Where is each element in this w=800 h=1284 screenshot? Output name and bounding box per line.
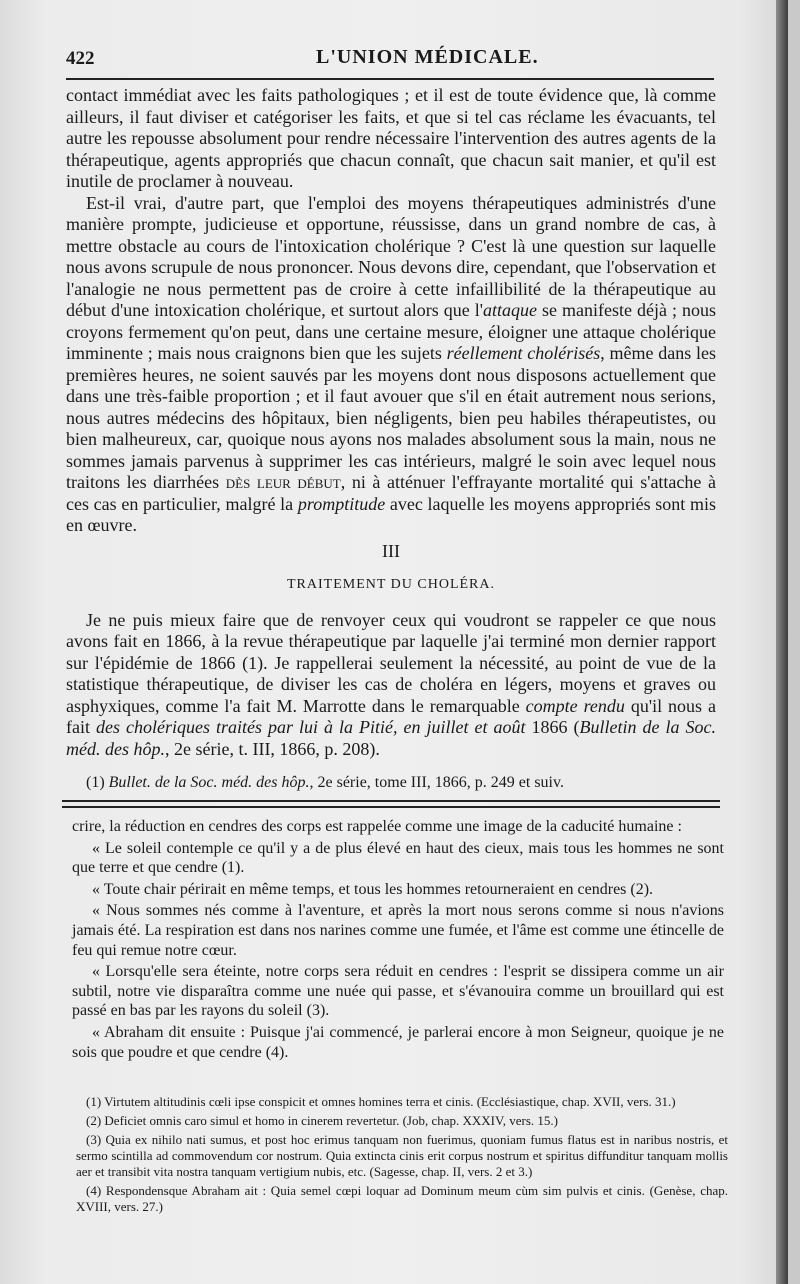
italic-text: réellement cholérisés — [446, 343, 601, 363]
paragraph: contact immédiat avec les faits pathologiques ; et il est de toute évidence que, là comme ailleurs, il faut diviser et catégoriser les faits, et que si tel cas réclame les évacuants, tel autre les repousse absolument pour rendre nécessaire l'intervention des autres agents de la thérapeutique, agents appropriés que chacun connaît, que chacun sait manier, et qu'il est inutile de proclamer à nouveau. — [66, 85, 716, 191]
page-header — [66, 44, 716, 76]
quote-paragraph: « Toute chair périrait en même temps, et tous les hommes retourneraient en cendres (2). — [92, 880, 654, 898]
quote-paragraph: « Le soleil contemple ce qu'il y a de plus élevé en haut des cieux, mais tous les hommes ne sont que terre et que cendre (1). — [72, 839, 724, 877]
small-caps-text: dès leur début — [225, 472, 341, 492]
italic-text: attaque — [482, 300, 537, 320]
feuilleton-body — [72, 817, 724, 1064]
paragraph: Je ne puis mieux faire que de renvoyer ceux qui voudront se rappeler ce que nous avons fait en 1866, à la revue thérapeutique par laquelle j'ai terminé mon dernier rapport sur l'épidémie de 1866 (1). Je rappellerai seulement la nécessité, au point de vue de la statistique thérapeutique, de diviser les cas de choléra en légers, moyens et graves ou asphyxiques, comme l'a fait M. Marrotte dans le remarquable compte rendu qu'il nous a fait des cholériques traités par lui à la Pitié, en juillet et août 1866 (Bulletin de la Soc. méd. des hôp., 2e série, t. III, 1866, p. 208). — [66, 609, 716, 759]
footnote: (4) Respondensque Abraham ait : Quia semel cœpi loquar ad Dominum meum cùm sim pulvis et cinis. (Genèse, chap. XVIII, vers. 27.) — [76, 1183, 728, 1214]
section-divider — [62, 800, 720, 808]
italic-text: promptitude — [297, 493, 386, 514]
running-title: L'UNION MÉDICALE. — [316, 46, 539, 68]
footnote: (2) Deficiet omnis caro simul et homo in cinerem revertetur. (Job, chap. XXXIV, vers. 15.) — [86, 1113, 558, 1128]
paragraph: Est-il vrai, d'autre part, que l'emploi des moyens thérapeutiques administrés d'une manière prompte, judicieuse et opportune, réussisse, dans un grand nombre de cas, à mettre obstacle au cours de l'intoxication cholérique ? C'est là une question sur laquelle nous avons scrupule de nous prononcer. Nous devons dire, cependant, que l'observation et l'analogie ne nous permettent pas de croire à cette infaillibilité de la thérapeutique au début d'une intoxication cholérique, et surtout alors que l'attaque se manifeste déjà ; nous croyons fermement qu'on peut, dans une certaine mesure, éloigner une attaque cholérique imminente ; mais nous craignons bien que les sujets réellement cholérisés, même dans les premières heures, ne soient sauvés par les moyens dont nous disposons actuellement que dans une très-faible proportion ; et il faut avouer que s'il en était autrement nous serions, nous autres médecins des hôpitaux, bien négligents, bien peu habiles thérapeutistes, ou bien malheureux, car, quoique nous ayons nos malades absolument sous la main, nous ne sommes jamais parvenus à supprimer les cas intérieurs, malgré le soin avec lequel nous traitons les diarrhées dès leur début, ni à atténuer l'effrayante mortalité qui s'attache à ces cas en particulier, malgré la promptitude avec laquelle les moyens appropriés sont mis en œuvre. — [66, 192, 716, 535]
italic-text: Bullet. de la Soc. méd. des hôp. — [108, 774, 310, 791]
quote-paragraph: « Lorsqu'elle sera éteinte, notre corps sera réduit en cendres : l'esprit se dissipera comme un air subtil, notre vie disparaîtra comme une nuée qui passe, et s'évanouira comme un brouillard qui est passé en bas par les rayons du soleil (3). — [72, 963, 724, 1020]
article-body — [66, 85, 716, 760]
header-rule — [66, 78, 714, 80]
italic-text: des cholériques traités par lui à la Pitié, en juillet et août — [96, 717, 526, 737]
footnote: (3) Quia ex nihilo nati sumus, et post hoc erimus tanquam non fuerimus, quoniam fumus flatus est in naribus nostris, et sermo scintilla ad commovendum cor nostrum. Quia extincta cinis erit corpus nostrum et spiritus diffunditur tanquam mollis aer et transibit vita nostra tanquam vertigium nubis, etc. (Sagesse, chap. II, vers. 2 et 3.) — [76, 1132, 728, 1179]
footnote: (1) Virtutem altitudinis cœli ipse conspicit et omnes homines terra et cinis. (Ecclésiastique, chap. XVII, vers. 31.) — [86, 1094, 676, 1109]
page-number: 422 — [66, 48, 95, 69]
paragraph: crire, la réduction en cendres des corps est rappelée comme une image de la caducité humaine : — [72, 818, 682, 835]
italic-text: Bulletin de la Soc. méd. des hôp. — [66, 717, 716, 759]
italic-text: compte rendu — [525, 695, 625, 716]
quote-paragraph: « Abraham dit ensuite : Puisque j'ai commencé, je parlerai encore à mon Seigneur, quoique je ne sois que poudre et que cendre (4). — [72, 1023, 724, 1061]
footnotes — [76, 1094, 728, 1218]
section-number: III — [382, 540, 400, 561]
quote-paragraph: « Nous sommes nés comme à l'aventure, et après la mort nous serons comme si nous n'avions jamais été. La respiration est dans nos narines comme une fumée, et l'âme est comme une étincelle de feu qui remue notre cœur. — [72, 902, 724, 959]
section-heading: TRAITEMENT DU CHOLÉRA. — [286, 577, 495, 592]
page-edge-shadow — [776, 0, 788, 1284]
footnote: (1) Bullet. de la Soc. méd. des hôp., 2e série, tome III, 1866, p. 249 et suiv. — [86, 774, 564, 791]
